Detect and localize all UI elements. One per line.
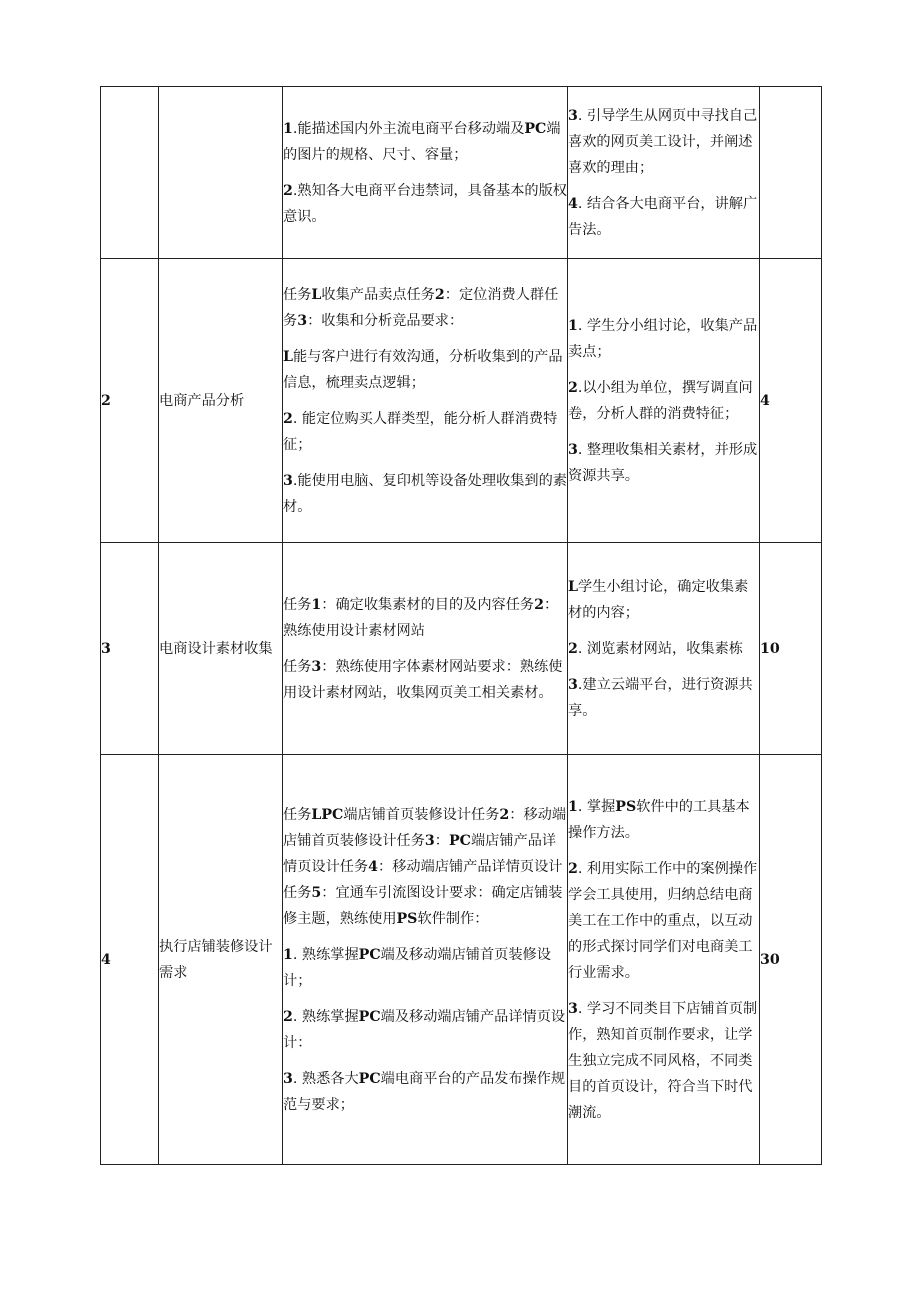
row-number: 4 bbox=[101, 755, 159, 1165]
row-number bbox=[101, 87, 159, 259]
method-paragraph: 2. 浏览素材网站，收集素栋 bbox=[568, 640, 743, 657]
content-paragraph: 任务L收集产品卖点任务2：定位消费人群任务3：收集和分析竞品要求： bbox=[283, 286, 559, 329]
teaching-method bbox=[568, 87, 760, 259]
content-paragraph: 任务LPC端店铺首页装修设计任务2：移动端店铺首页装修设计任务3：PC端店铺产品详情页设计任务4：移动端店铺产品详情页设计任务5：宜通车引流图设计要求：确定店铺装修主题，熟练使用PS软件制作： bbox=[283, 806, 567, 927]
learning-content bbox=[283, 755, 568, 1165]
method-paragraph: 3. 整理收集相关素材，并形成资源共享。 bbox=[568, 441, 758, 484]
class-hours bbox=[760, 87, 822, 259]
content-paragraph: 2. 能定位购买人群类型，能分析人群消费特征； bbox=[283, 410, 558, 453]
content-paragraph: 任务3：熟练使用字体素材网站要求：熟练使用设计素材网站，收集网页美工相关素材。 bbox=[283, 658, 563, 701]
method-paragraph: 1. 学生分小组讨论，收集产品卖点； bbox=[568, 317, 758, 360]
learning-content bbox=[283, 87, 568, 259]
teaching-method bbox=[568, 755, 760, 1165]
table-row bbox=[101, 259, 822, 543]
teaching-method bbox=[568, 543, 760, 755]
method-paragraph: 1. 掌握PS软件中的工具基本操作方法。 bbox=[568, 798, 750, 841]
table-row bbox=[101, 543, 822, 755]
row-number: 3 bbox=[101, 543, 159, 755]
table-row bbox=[101, 755, 822, 1165]
method-paragraph: 4. 结合各大电商平台，讲解广告法。 bbox=[568, 195, 758, 238]
method-paragraph: 3. 学习不同类目下店铺首页制作，熟知首页制作要求，让学生独立完成不同风格，不同类目的首页设计，符合当下时代潮流。 bbox=[568, 1000, 758, 1121]
content-paragraph: 3. 熟悉各大PC端电商平台的产品发布操作规范与要求； bbox=[283, 1070, 566, 1113]
content-paragraph: 3.能使用电脑、复印机等设备处理收集到的素材。 bbox=[283, 472, 567, 515]
method-paragraph: 2.以小组为单位，撰写调直问卷，分析人群的消费特征； bbox=[568, 379, 753, 422]
module-name: 电商产品分析 bbox=[159, 259, 283, 543]
table-row bbox=[101, 87, 822, 259]
module-name bbox=[159, 87, 283, 259]
content-paragraph: 1.能描述国内外主流电商平台移动端及PC端的图片的规格、尺寸、容量； bbox=[283, 120, 561, 163]
content-paragraph: 2. 熟练掌握PC端及移动端店铺产品详情页设计： bbox=[283, 1008, 566, 1051]
content-paragraph: L能与客户进行有效沟通，分析收集到的产品信息，梳理卖点逻辑； bbox=[283, 348, 563, 391]
method-paragraph: L学生小组讨论，确定收集素材的内容； bbox=[568, 578, 749, 621]
module-name: 电商设计素材收集 bbox=[159, 543, 283, 755]
method-paragraph: 3. 引导学生从网页中寻找自己喜欢的网页美工设计，并阐述喜欢的理由； bbox=[568, 107, 758, 176]
class-hours: 30 bbox=[760, 755, 822, 1165]
class-hours: 4 bbox=[760, 259, 822, 543]
content-paragraph: 任务1：确定收集素材的目的及内容任务2：熟练使用设计素材网站 bbox=[283, 596, 559, 639]
method-paragraph: 2. 利用实际工作中的案例操作学会工具使用，归纳总结电商美工在工作中的重点，以互动的形式探讨同学们对电商美工行业需求。 bbox=[568, 860, 758, 981]
teaching-method bbox=[568, 259, 760, 543]
method-paragraph: 3.建立云端平台，进行资源共享。 bbox=[568, 676, 753, 719]
learning-content bbox=[283, 543, 568, 755]
learning-content bbox=[283, 259, 568, 543]
content-paragraph: 2.熟知各大电商平台违禁词，具备基本的版权意识。 bbox=[283, 182, 567, 225]
course-plan-table bbox=[100, 86, 822, 1165]
content-paragraph: 1. 熟练掌握PC端及移动端店铺首页装修设计； bbox=[283, 946, 551, 989]
class-hours: 10 bbox=[760, 543, 822, 755]
module-name: 执行店铺装修设计需求 bbox=[159, 755, 283, 1165]
row-number: 2 bbox=[101, 259, 159, 543]
